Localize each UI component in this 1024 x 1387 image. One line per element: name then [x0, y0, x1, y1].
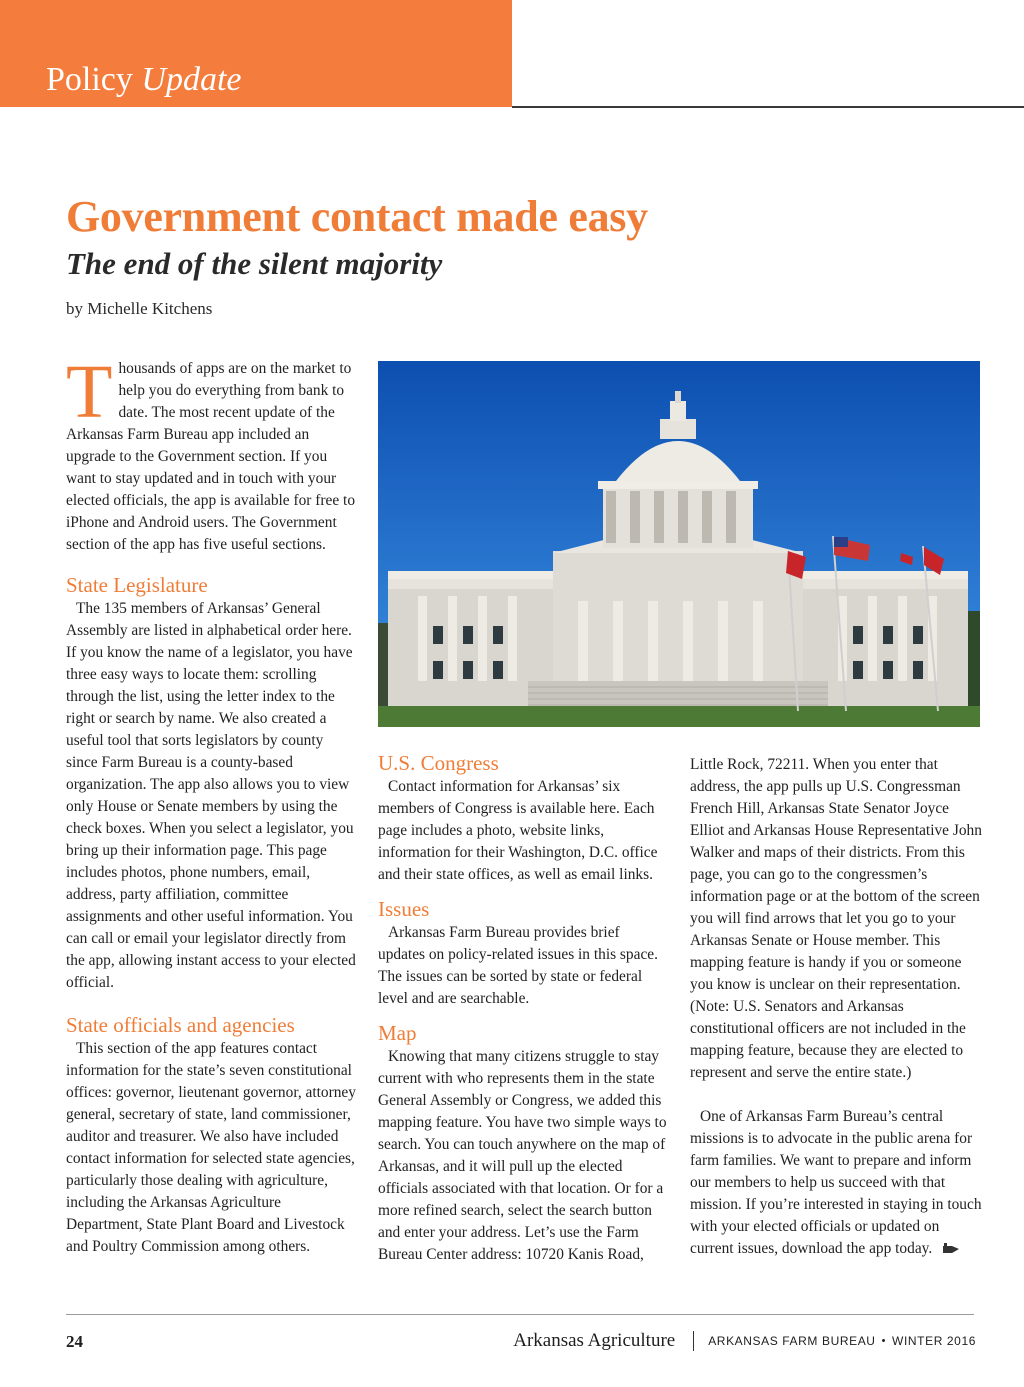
drop-cap: T: [66, 350, 113, 434]
closing-paragraph: [690, 1106, 982, 1260]
section-label: [46, 58, 242, 102]
footer-bullet: •: [881, 1335, 887, 1347]
heading-state-officials: State officials and agencies: [66, 1013, 295, 1037]
header-divider: [512, 106, 1024, 108]
section-label-word: Policy: [46, 61, 133, 98]
heading-us-congress: U.S. Congress: [378, 751, 499, 775]
section-label-italic: Update: [141, 61, 242, 98]
footer-separator: [693, 1331, 694, 1351]
footer-info: [513, 1328, 976, 1354]
footer-divider: [66, 1314, 974, 1315]
heading-state-legislature: State Legislature: [66, 573, 208, 597]
map-continued-paragraph: Little Rock, 72211. When you enter that address, the app pulls up U.S. Congressman French Hill, Arkansas State Senator Joyce Elliot and Arkansas House Representative John Walker and maps of their districts. From this page, you can go to the congressmen’s information page or at the bottom of the screen you will find arrows that let you go to your Arkansas Senate or House member. This mapping feature is handy if you or someone you know is unclear on their representation. (Note: U.S. Senators and Arkansas constitutional officers are not included in the mapping feature, because they are elected to represent and serve the entire state.): [690, 756, 982, 1081]
body-state-legislature: The 135 members of Arkansas’ General Assembly are listed in alphabetical order here. If you know the name of a legislator, you have three easy ways to locate them: scrolling through the list, using the letter index to the right or search by name. We also created a useful tool that sorts legislators by county since Farm Bureau is a county-based organization. The app also allows you to view only House or Senate members by using the check boxes. When you select a legislator, you bring up their information page. This page includes photos, phone numbers, email, address, party affiliation, committee assignments and other useful information. You can call or email your legislator directly from the app, allowing instant access to your elected official.: [66, 600, 356, 991]
column-1: [66, 350, 358, 1258]
issue-date: WINTER 2016: [892, 1334, 976, 1348]
intro-text: housands of apps are on the market to help you do everything from bank to date. The most recent update of the Arkansas Farm Bureau app included an upgrade to the Government section. If you want to stay updated and in touch with your elected officials, the app is available for free to iPhone and Android users. The Government section of the app has five useful sections.: [66, 360, 356, 553]
article-title: Government contact made easy: [66, 192, 648, 241]
magazine-name: Arkansas Agriculture: [513, 1330, 676, 1351]
byline: by Michelle Kitchens: [66, 299, 213, 318]
heading-map: Map: [378, 1021, 417, 1045]
closing-text: One of Arkansas Farm Bureau’s central missions is to advocate in the public arena for farm families. We want to prepare and inform our members to help us succeed with that mission. If you’re interested in staying in touch with your elected officials or updated on current issues, download the app today.: [690, 1108, 982, 1257]
article-subtitle: The end of the silent majority: [66, 246, 443, 281]
body-map: Knowing that many citizens struggle to stay current with who represents them in the state General Assembly or Congress, we added this mapping feature. You have two simple ways to search. You can touch anywhere on the map of Arkansas, and it will pull up the elected officials associated with that location. Or for a more refined search, select the search button and enter your address. Let’s use the Farm Bureau Center address: 10720 Kanis Road,: [378, 1048, 667, 1263]
body-issues: Arkansas Farm Bureau provides brief updates on policy-related issues in this space. The issues can be sorted by state or federal level and are searchable.: [378, 924, 658, 1007]
state-capitol-photo: [378, 361, 980, 727]
body-state-officials: This section of the app features contact information for the state’s seven constitutional offices: governor, lieutenant governor, attorney general, secretary of state, land commissioner, auditor and treasurer. We also have included contact information for selected state agencies, particularly those dealing with agriculture, including the Arkansas Agriculture Department, State Plant Board and Livestock and Poultry Commission among others.: [66, 1040, 356, 1255]
column-2: [378, 750, 670, 1266]
end-of-article-icon: [942, 1243, 960, 1255]
heading-issues: Issues: [378, 897, 430, 921]
intro-paragraph: [66, 350, 358, 556]
publisher-name: ARKANSAS FARM BUREAU: [708, 1334, 876, 1348]
column-3: [690, 754, 982, 1260]
page-number: 24: [66, 1332, 83, 1351]
body-us-congress: Contact information for Arkansas’ six members of Congress is available here. Each page includes a photo, website links, information for their Washington, D.C. office and their state offices, as well as email links.: [378, 778, 658, 883]
